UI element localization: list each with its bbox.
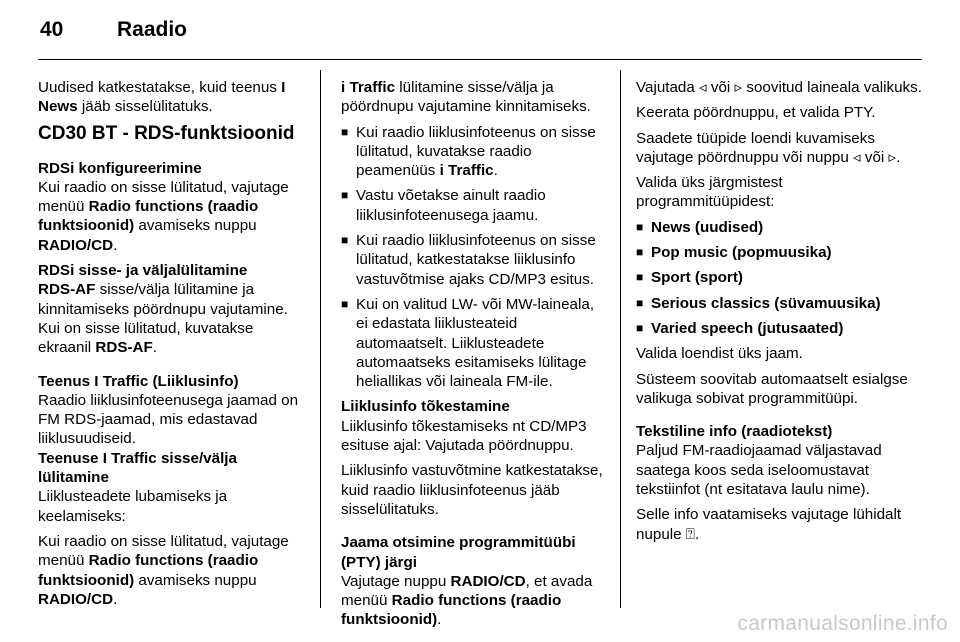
program-type-list [636,218,922,338]
column-2 [341,78,609,636]
pty-heading: Jaama otsimine programmitüübi (PTY) järgi [341,534,576,571]
rdsi-config-heading: RDSi konfigureerimine [38,159,202,177]
pty-list-paragraph: Saadete tüüpide loendi kuvamiseks vajutage pöördnuppu või nuppu ◃ või ▹. [636,129,901,166]
column-3 [636,78,922,550]
radiotext-paragraph-2: Selle info vaatamiseks vajutage lühidalt nupule ⍰. [636,506,902,543]
list-item: ■ Vastu võetakse ainult raadio liiklusinfoteenusega jaamu. [341,187,546,224]
list-item: ■ Pop music (popmuusika) [636,244,832,262]
system-suggest-paragraph: Süsteem soovitab automaatselt esialgse valikuga sobivat programmitüüpi. [636,370,908,407]
traffic-heading: Teenus I Traffic (Liiklusinfo) [38,372,239,390]
rdsi-toggle-heading: RDSi sisse- ja väljalülitamine [38,262,248,280]
list-item: ■ Serious classics (süvamuusika) [636,294,881,312]
traffic-bullet-list [341,123,609,392]
pty-choose-paragraph: Valida üks järgmistest programmitüüpidest: [636,174,783,211]
list-item: ■ Sport (sport) [636,269,743,287]
list-item: ■ Varied speech (jutusaated) [636,319,844,337]
traffic-toggle-instructions: Kui raadio on sisse lülitatud, vajutage menüü Radio functions (raadio funktsioonid) avamiseks nuppu RADIO/CD. [38,532,289,608]
column-divider-2 [620,70,621,608]
page-number: 40 [40,18,64,41]
traffic-paragraph: Raadio liiklusinfoteenusega jaamad on FM RDS-jaamad, mis edastavad liiklusuudiseid. [38,391,299,448]
column-divider-1 [320,70,321,608]
rdsi-config-paragraph: Kui raadio on sisse lülitatud, vajutage menüü Radio functions (raadio funktsioonid) avamiseks nuppu RADIO/CD. [38,178,289,254]
list-item: ■ Kui on valitud LW- või MW-laineala, ei edastata liiklusteateid automaatselt. Liiklusteadete automaatseks esitamiseks lülitage heliallikas või laineala FM-ile. [341,295,595,391]
rdsaf-paragraph: RDS-AF sisse/välja lülitamine ja kinnitamiseks pöördnupu vajutamine. Kui on sisse lülitatud, kuvatakse ekraanil RDS-AF. [38,281,288,357]
block-heading: Liiklusinfo tõkestamine [341,398,510,416]
watermark: carmanualsonline.info [737,612,948,635]
column-1 [38,78,310,615]
list-item: ■ Kui raadio liiklusinfoteenus on sisse lülitatud, kuvatakse raadio peamenüüs i Traffic. [341,123,596,180]
station-select-paragraph: Valida loendist üks jaam. [636,345,803,363]
section-title: CD30 BT - RDS-funktsioonid [38,122,295,144]
band-select-paragraph: Vajutada ◃ või ▹ soovitud laineala valikuks. [636,79,922,96]
itraffic-paragraph: i Traffic lülitamine sisse/välja ja pöördnupu vajutamine kinnitamiseks. [341,79,591,116]
list-item: ■ Kui raadio liiklusinfoteenus on sisse lülitatud, katkestatakse liiklusinfo vastuvõtmise ajaks CD/MP3 esitus. [341,232,596,288]
intro-paragraph: Uudised katkestatakse, kuid teenus I News jääb sisselülitatuks. [38,79,286,116]
pty-rotate-paragraph: Keerata pöördnuppu, et valida PTY. [636,104,876,122]
traffic-toggle-paragraph: Liiklusteadete lubamiseks ja keelamiseks: [38,488,228,525]
header-divider [38,59,922,60]
radiotext-heading: Tekstiline info (raadiotekst) [636,423,833,441]
chapter-title: Raadio [117,18,188,41]
block-paragraph: Liiklusinfo tõkestamiseks nt CD/MP3 esituse ajal: Vajutada pöördnuppu. [341,417,587,455]
traffic-toggle-heading: Teenuse I Traffic sisse/välja lülitamine [38,449,237,487]
list-item: ■ News (uudised) [636,218,764,236]
block-paragraph-2: Liiklusinfo vastuvõtmine katkestatakse, kuid raadio liiklusinfoteenus jääb sisselülitatuks. [341,462,603,518]
pty-paragraph: Vajutage nuppu RADIO/CD, et avada menüü Radio functions (raadio funktsioonid). [341,572,593,629]
page-header [0,0,960,60]
radiotext-paragraph: Paljud FM-raadiojaamad väljastavad saatega koos seda iseloomustavat tekstiinfot (nt esitatava laulu nime). [636,442,882,499]
